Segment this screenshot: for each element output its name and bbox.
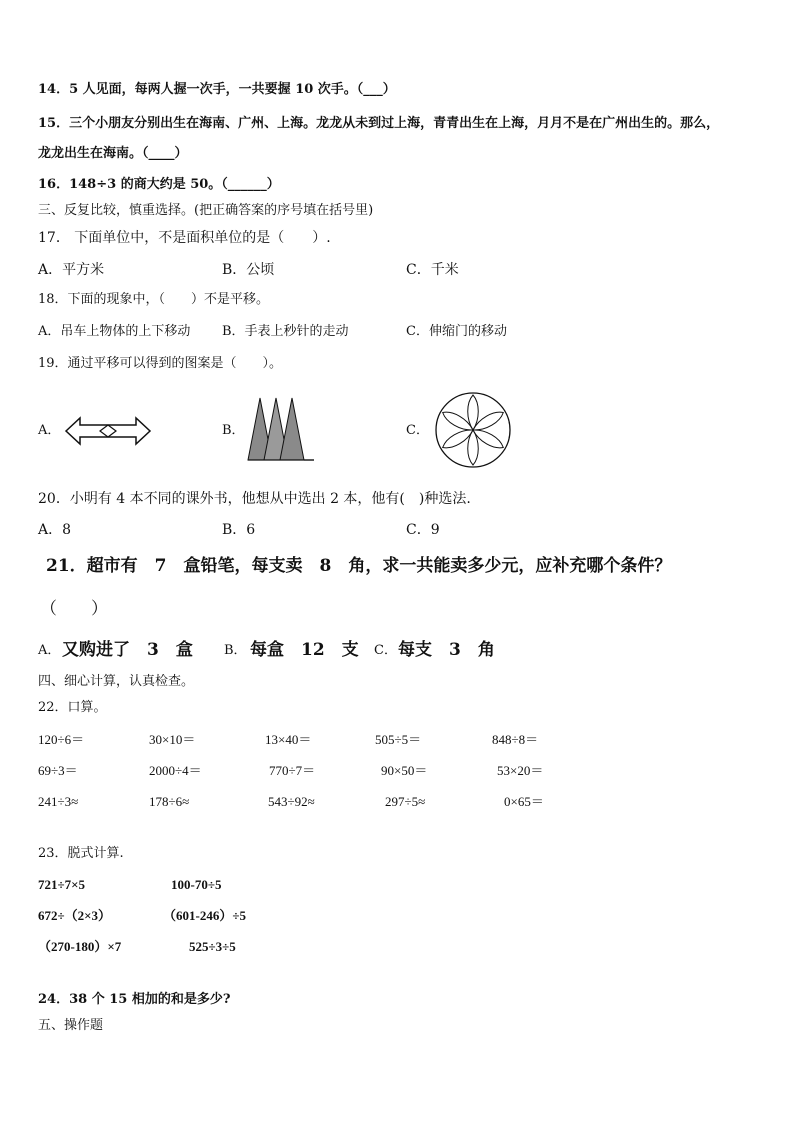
q22-calc-r1c5: 848÷8＝ [492,732,539,747]
q22-calc-r3c1: 241÷3≈ [38,794,79,809]
q21-answer-blank: （ ） [40,599,108,619]
q22-calc-r3c3: 543÷92≈ [268,794,315,809]
q18-option-a: A．吊车上物体的上下移动 [38,324,191,339]
q21-option-c: 每支 3 角 [398,640,495,660]
q22-calc-r2c2: 2000÷4＝ [149,763,202,778]
q23-calc-r2c1: 672÷（2×3） [38,908,112,923]
q21-option-a-label: A． [38,643,61,658]
q22-calc-r3c2: 178÷6≈ [149,794,190,809]
q17-option-b: B．公顷 [222,262,275,278]
q16-text: 16．148÷3 的商大约是 50。（______） [38,177,280,192]
q17-option-a: A．平方米 [38,262,105,278]
q19-stem: 19．通过平移可以得到的图案是（ ）。 [38,356,283,371]
section-5-heading: 五、操作题 [38,1018,104,1033]
q22-calc-r1c1: 120÷6＝ [38,732,85,747]
q19-option-a-label: A． [38,423,61,438]
q22-calc-r1c2: 30×10＝ [149,732,196,747]
q24-text: 24．38 个 15 相加的和是多少? [38,992,231,1007]
q15-text-line1: 15．三个小朋友分别出生在海南、广州、上海。龙龙从未到过上海，青青出生在上海，月月不是在广州出生的。那么， [38,116,720,131]
q22-calc-r2c5: 53×20＝ [497,763,544,778]
q19-option-b-label: B． [222,423,245,438]
q21-stem: 21．超市有 7 盒铅笔，每支卖 8 角，求一共能卖多少元，应补充哪个条件？ [46,556,672,576]
q18-option-c: C．伸缩门的移动 [406,324,507,339]
q23-calc-r3c2: 525÷3÷5 [189,939,236,954]
q21-option-a: 又购进了 3 盒 [62,640,193,660]
q22-calc-r1c3: 13×40＝ [265,732,312,747]
q23-stem: 23．脱式计算. [38,846,124,861]
q22-calc-r1c4: 505÷5＝ [375,732,422,747]
q22-calc-r2c3: 770÷7＝ [269,763,316,778]
q18-stem: 18．下面的现象中，（ ）不是平移。 [38,292,270,307]
q21-option-c-label: C． [374,643,397,658]
q22-stem: 22．口算。 [38,700,107,715]
q23-calc-r1c2: 100-70÷5 [171,877,222,892]
q20-option-b: B．6 [222,522,256,538]
flower-circle-figure [432,391,514,469]
q23-calc-r1c1: 721÷7×5 [38,877,86,892]
q20-option-a: A．8 [38,522,72,538]
q14-text: 14．5 人见面，每两人握一次手，一共要握 10 次手。（___） [38,82,396,97]
q22-calc-r3c5: 0×65＝ [504,794,544,809]
section-4-heading: 四、细心计算，认真检查。 [38,674,195,689]
section-3-heading: 三、反复比较，慎重选择。(把正确答案的序号填在括号里) [38,203,374,218]
q22-calc-r3c4: 297÷5≈ [385,794,426,809]
q22-calc-r2c1: 69÷3＝ [38,763,78,778]
double-arrow-figure [64,414,152,448]
q17-stem: 17． 下面单位中，不是面积单位的是（ ）. [38,230,331,246]
q18-option-b: B．手表上秒针的走动 [222,324,349,339]
q21-option-b-label: B． [224,643,247,658]
q22-calc-r2c4: 90×50＝ [381,763,428,778]
q15-text-line2: 龙龙出生在海南。（____） [38,146,188,161]
q20-option-c: C．9 [406,522,440,538]
q23-calc-r2c2: （601-246）÷5 [163,908,246,923]
q20-stem: 20．小明有 4 本不同的课外书，他想从中选出 2 本，他有( )种选法. [38,491,471,507]
q17-option-c: C．千米 [406,262,459,278]
q19-option-c-label: C． [406,423,429,438]
q21-option-b: 每盒 12 支 [250,640,359,660]
q23-calc-r3c1: （270-180）×7 [38,939,122,954]
triangles-figure [246,396,316,462]
